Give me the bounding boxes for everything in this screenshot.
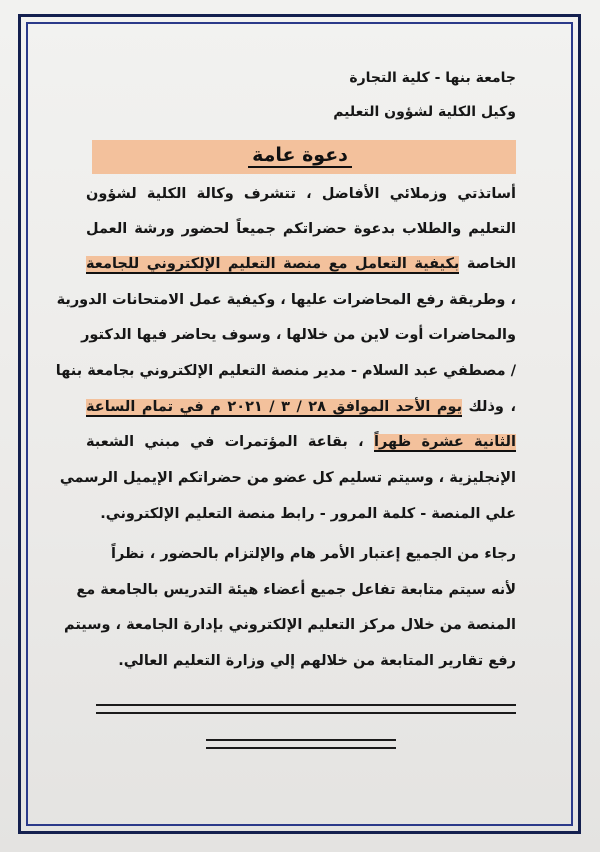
body-line-9: الإنجليزية ، وسيتم تسليم كل عضو من حضراتكم الإيميل الرسمي <box>59 470 516 486</box>
body-line-3 <box>86 256 516 272</box>
body-line-1: أساتذتي وزملائي الأفاضل ، تتشرف وكالة الكلية لشؤون <box>86 186 516 202</box>
header-vice-dean: وكيل الكلية لشؤون التعليم <box>333 104 516 120</box>
body-line-8 <box>86 434 516 450</box>
closing-line-3: المنصة من خلال مركز التعليم الإلكتروني بإدارة الجامعة ، وسيتم <box>64 617 516 633</box>
body-line-7 <box>86 399 516 415</box>
body-text: ، بقاعة المؤتمرات في مبني الشعبة <box>86 434 364 450</box>
body-line-5: والمحاضرات أوت لاين من خلالها ، وسوف يحاضر فيها الدكتور <box>81 327 516 343</box>
divider-line <box>96 704 516 706</box>
highlight-topic: بكيفية التعامل مع منصة التعليم الإلكتروني للجامعة <box>86 256 460 272</box>
body-line-10: علي المنصة - كلمة المرور - رابط منصة التعليم الإلكتروني. <box>100 506 516 522</box>
closing-line-4: رفع تقارير المتابعة من خلالهم إلي وزارة التعليم العالي. <box>118 653 516 669</box>
highlight-time: الثانية عشرة ظهراً <box>373 434 516 450</box>
header-university: جامعة بنها - كلية التجارة <box>349 70 516 86</box>
body-line-4: ، وطريقة رفع المحاضرات عليها ، وكيفية عمل الامتحانات الدورية <box>56 292 516 308</box>
body-line-2: التعليم والطلاب بدعوة حضراتكم جميعاً لحضور ورشة العمل <box>86 221 516 237</box>
divider-line <box>206 739 396 741</box>
body-text: ، وذلك <box>468 399 516 415</box>
highlight-date: يوم الأحد الموافق ٢٨ / ٣ / ٢٠٢١ م في تمام الساعة <box>86 399 463 415</box>
divider-line <box>206 747 396 749</box>
body-text: الخاصة <box>466 256 516 272</box>
page-title: دعوة عامة <box>0 144 600 166</box>
divider-line <box>96 712 516 714</box>
closing-line-2: لأنه سيتم متابعة تفاعل جميع أعضاء هيئة التدريس بالجامعة مع <box>76 582 516 598</box>
closing-line-1: رجاء من الجميع إعتبار الأمر هام والإلتزام بالحضور ، نظراً <box>111 546 516 562</box>
body-line-6: / مصطفي عبد السلام - مدير منصة التعليم الإلكتروني بجامعة بنها <box>55 363 516 379</box>
